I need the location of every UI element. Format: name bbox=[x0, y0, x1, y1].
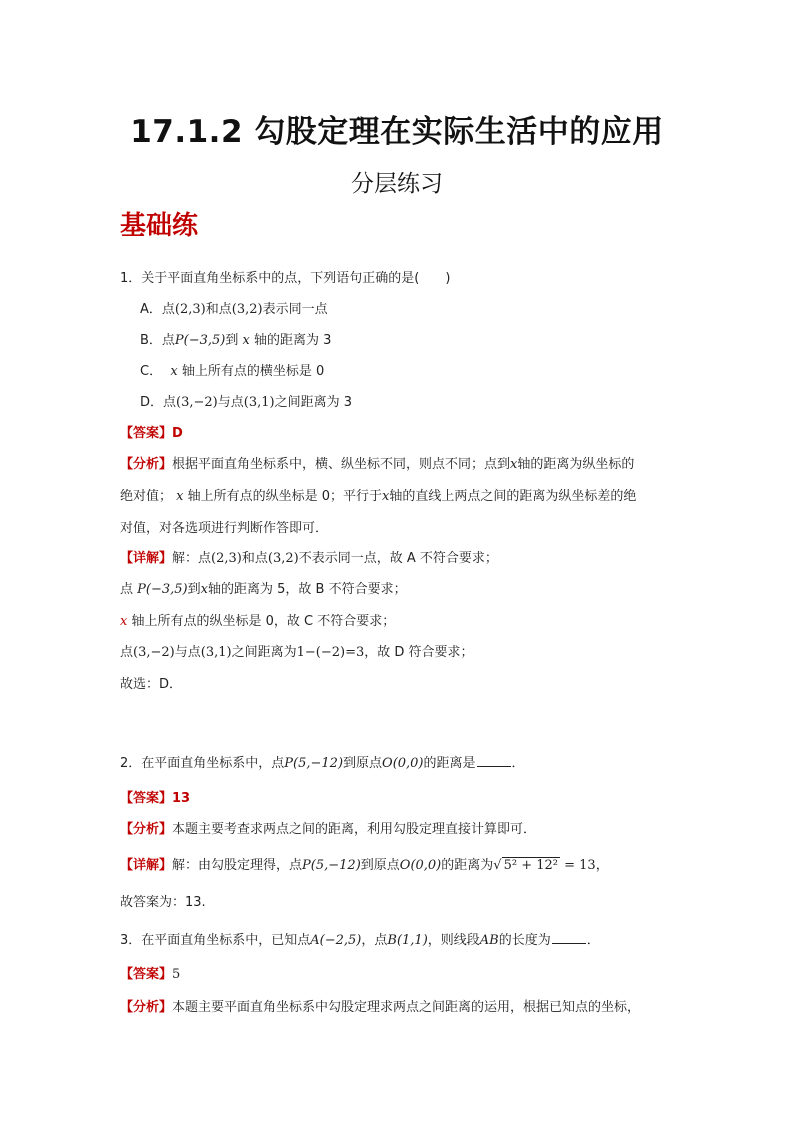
q1-conclusion: 故选：D． bbox=[120, 677, 183, 692]
q3-answer: 【答案】5 bbox=[120, 967, 181, 982]
q1-stem: 1．关于平面直角坐标系中的点，下列语句正确的是( ) bbox=[120, 271, 451, 286]
q1-detail-line-2: 点 P(−3,5)到x轴的距离为 5，故 B 不符合要求； bbox=[120, 582, 407, 597]
q2-detail: 【详解】解：由勾股定理得，点P(5,−12)到原点O(0,0)的距离为√ 5² + 12² = 13， bbox=[120, 858, 609, 873]
q3-answer-blank bbox=[552, 931, 586, 944]
q3-analysis: 【分析】本题主要平面直角坐标系中勾股定理求两点之间距离的运用，根据已知点的坐标， bbox=[120, 1000, 641, 1015]
q1-detail-line-4: 点(3,−2)与点(3,1)之间距离为1−(−2)=3，故 D 符合要求； bbox=[120, 645, 474, 660]
section-heading: 基础练 bbox=[120, 211, 199, 241]
q1-option-d: D．点(3,−2)与点(3,1)之间距离为 3 bbox=[140, 395, 352, 410]
q2-answer: 【答案】13 bbox=[120, 791, 191, 806]
q2-answer-blank bbox=[477, 754, 511, 767]
q1-option-b: B．点P(−3,5)到 x 轴的距离为 3 bbox=[140, 333, 332, 348]
q1-detail-line-3: x 轴上所有点的纵坐标是 0，故 C 不符合要求； bbox=[120, 614, 396, 629]
q3-stem: 3．在平面直角坐标系中，已知点A(−2,5)，点B(1,1)，则线段AB的长度为 ． bbox=[120, 933, 600, 948]
q1-option-a: A．点(2,3)和点(3,2)表示同一点 bbox=[140, 302, 328, 317]
q1-option-c: C． x 轴上所有点的横坐标是 0 bbox=[140, 364, 325, 379]
q2-conclusion: 故答案为：13. bbox=[120, 895, 206, 910]
q1-detail-line-1: 【详解】解：点(2,3)和点(3,2)不表示同一点，故 A 不符合要求； bbox=[120, 551, 498, 566]
q1-analysis-line-3: 对值，对各选项进行判断作答即可． bbox=[120, 521, 329, 536]
q2-stem: 2．在平面直角坐标系中，点P(5,−12)到原点O(0,0)的距离是 ． bbox=[120, 756, 525, 771]
q1-analysis-line-2: 绝对值； x 轴上所有点的纵坐标是 0；平行于x轴的直线上两点之间的距离为纵坐标差的绝 bbox=[120, 489, 637, 504]
q2-analysis: 【分析】本题主要考查求两点之间的距离，利用勾股定理直接计算即可． bbox=[120, 822, 537, 837]
q1-analysis-line-1: 【分析】根据平面直角坐标系中，横、纵坐标不同，则点不同；点到x轴的距离为纵坐标的 bbox=[120, 457, 635, 472]
square-root-expression: √ 5² + 12² = 13 bbox=[493, 858, 596, 873]
q1-answer: 【答案】D bbox=[120, 426, 183, 441]
document-title: 17.1.2 勾股定理在实际生活中的应用 bbox=[130, 114, 664, 150]
document-subtitle: 分层练习 bbox=[351, 171, 443, 197]
